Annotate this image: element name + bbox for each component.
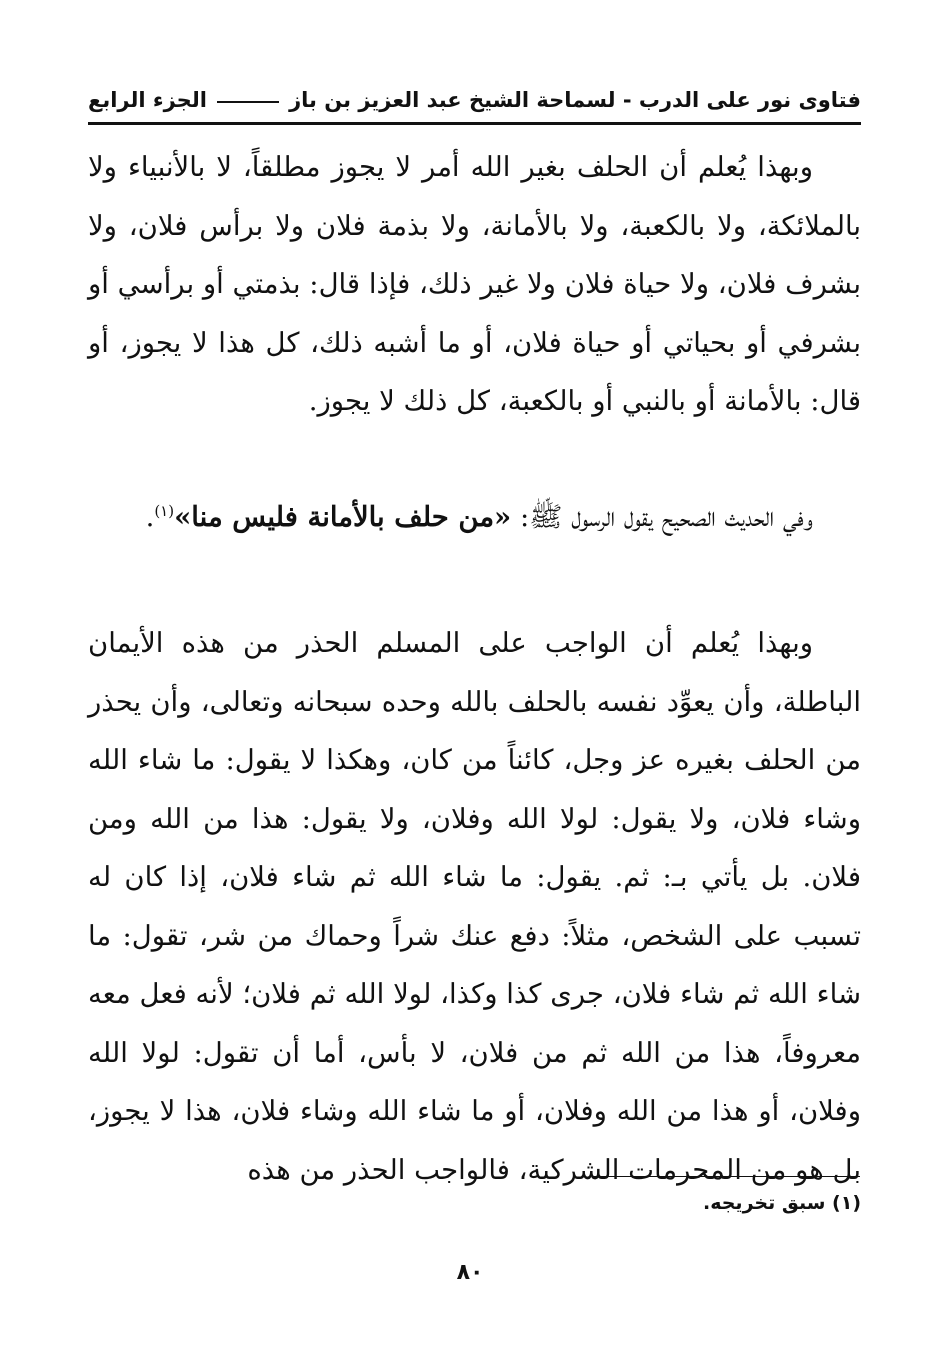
footnote: (١) سبق تخريجه.	[703, 1192, 861, 1214]
header-dash-line	[217, 101, 279, 103]
book-title: فتاوى نور على الدرب - لسماحة الشيخ عبد العزيز بن باز	[289, 88, 861, 112]
paragraph-3	[88, 614, 861, 1199]
footnote-separator	[592, 1176, 860, 1177]
footnote-reference: (١)	[154, 501, 175, 520]
hadith-intro: وفي الحديث الصحيح يقول الرسول ﷺ:	[511, 501, 813, 533]
paragraph-1-text: وبهذا يُعلم أن الحلف بغير الله أمر لا يجوز مطلقاً، لا بالأنبياء ولا بالملائكة، ولا بالكعبة، ولا بالأمانة، ولا بذمة فلان ولا برأس فلان، ولا بشرف فلان، ولا حياة فلان ولا غير ذلك، فإذا قال: بذمتي أو برأسي أو بشرفي أو بحياتي أو حياة فلان، أو ما أشبه ذلك، كل هذا لا يجوز، أو قال: بالأمانة أو بالنبي أو بالكعبة، كل ذلك لا يجوز.	[88, 151, 861, 417]
paragraph-2-text	[88, 488, 861, 547]
hadith-quote: «من حلف بالأمانة فليس منا»	[174, 501, 512, 533]
paragraph-2	[88, 488, 861, 547]
paragraph-1	[88, 138, 861, 431]
paragraph-2-end: .	[145, 501, 155, 533]
volume-label: الجزء الرابع	[88, 88, 207, 112]
running-header	[88, 78, 861, 125]
page-number: ٨٠	[456, 1260, 484, 1285]
paragraph-3-text: وبهذا يُعلم أن الواجب على المسلم الحذر من هذه الأيمان الباطلة، وأن يعوِّد نفسه بالحلف بالله وحده سبحانه وتعالى، وأن يحذر من الحلف بغيره عز وجل، كائناً من كان، وهكذا لا يقول: ما شاء الله وشاء فلان، ولا يقول: لولا الله وفلان، ولا يقول: هذا من الله ومن فلان. بل يأتي بـ: ثم. يقول: ما شاء الله ثم شاء فلان، إذا كان له تسبب على الشخص، مثلاً: دفع عنك شراً وحماك من شر، تقول: ما شاء الله ثم شاء فلان، جرى كذا وكذا، لولا الله ثم فلان؛ لأنه فعل معه معروفاً، هذا من الله ثم من فلان، لا بأس، أما أن تقول: لولا الله وفلان، أو هذا من الله وفلان، أو ما شاء الله وشاء فلان، هذا لا يجوز، بل هو من المحرمات الشركية، فالواجب الحذر من هذه	[88, 627, 861, 1186]
